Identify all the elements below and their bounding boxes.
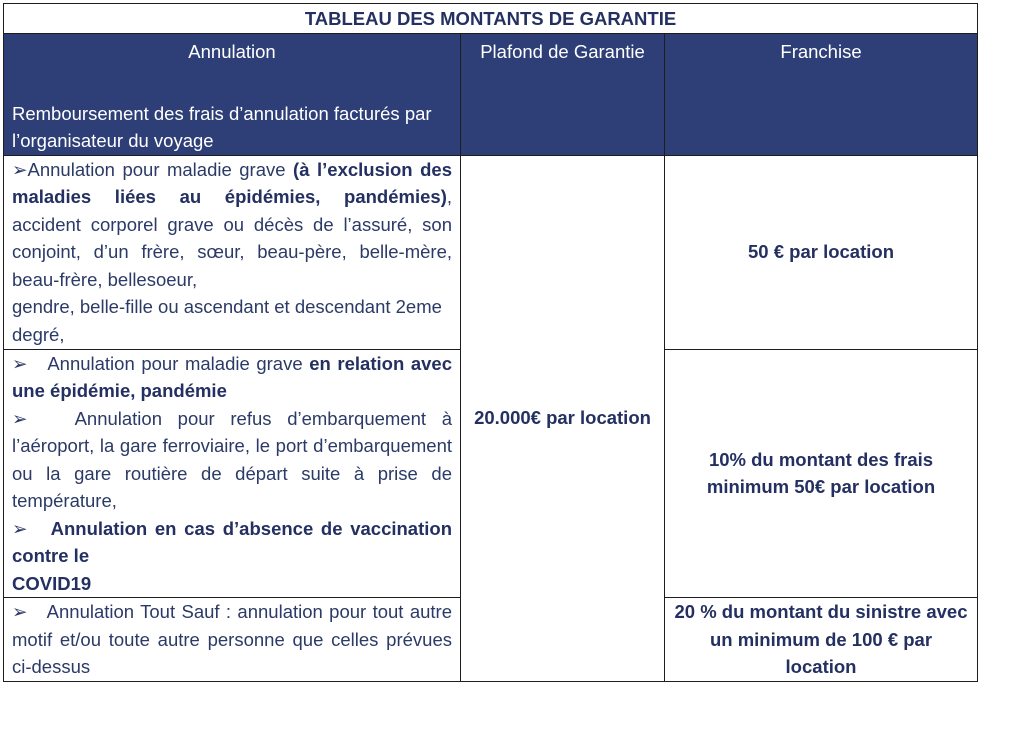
condition-bold-text: Annulation en cas d’absence de vaccination contre le [12, 517, 453, 566]
header-plafond [461, 34, 665, 156]
table-title: TABLEAU DES MONTANTS DE GARANTIE [4, 4, 978, 34]
condition-bold-text: (à l’exclusion des maladies liées au épidémies, pandémies) [12, 158, 452, 207]
arrow-bullet-icon: ➢ [12, 601, 28, 622]
header-annulation-subtitle: Remboursement des frais d’annulation facturés par l’organisateur du voyage [12, 102, 432, 151]
arrow-bullet-icon: ➢ [12, 158, 28, 180]
franchise-value: 10% du montant des frais minimum 50€ par location [665, 349, 978, 598]
header-franchise-title: Franchise [780, 41, 862, 62]
arrow-bullet-icon: ➢ [12, 407, 28, 429]
condition-bold-text: COVID19 [12, 572, 92, 594]
condition-text: Annulation pour maladie grave [47, 352, 310, 374]
condition-text: Annulation pour maladie grave [27, 158, 294, 180]
header-plafond-title: Plafond de Garantie [480, 41, 645, 62]
header-annulation [4, 34, 461, 156]
condition-cell [4, 155, 461, 349]
condition-cell [4, 349, 461, 598]
franchise-value: 20 % du montant du sinistre avec un minimum de 100 € par location [665, 598, 978, 682]
arrow-bullet-icon: ➢ [12, 352, 28, 374]
arrow-bullet-icon: ➢ [12, 517, 28, 539]
header-annulation-title: Annulation [188, 41, 276, 62]
condition-text: gendre, belle-fille ou ascendant et descendant 2eme degré, [12, 296, 442, 345]
header-franchise [665, 34, 978, 156]
plafond-value: 20.000€ par location [461, 155, 665, 681]
condition-text: , accident corporel grave ou décès de l’assuré, son conjoint, d’un frère, sœur, beau-père, belle-mère, beau-frère, bellesoeur, [12, 186, 452, 290]
condition-bold-text: en relation avec une épidémie, pandémie [12, 352, 452, 401]
condition-text: Annulation Tout Sauf : annulation pour tout autre motif et/ou toute autre personne que celles prévues ci-dessus [12, 601, 452, 677]
guarantee-table [3, 3, 978, 682]
table-row [4, 155, 978, 349]
condition-text: Annulation pour refus d’embarquement à l’aéroport, la gare ferroviaire, le port d’embarquement ou la gare routière de départ suite à prise de température, [12, 407, 452, 511]
condition-cell [4, 598, 461, 682]
franchise-value: 50 € par location [665, 155, 978, 349]
